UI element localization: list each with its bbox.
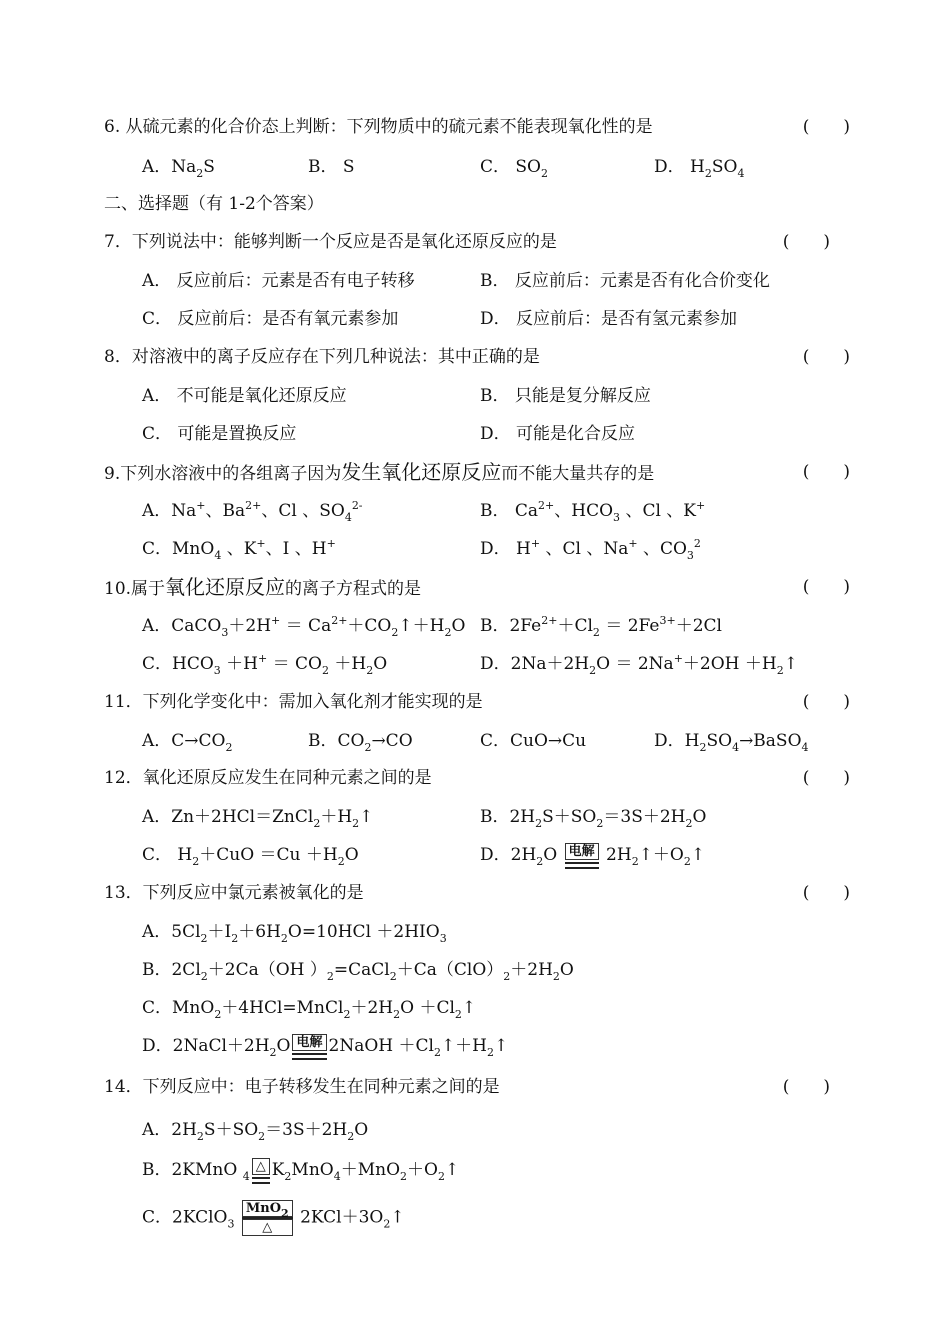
- option-a: A．Na+、$Ba^{2+}$、Cl 、$SO_4^{2-}$: [142, 499, 363, 524]
- option-b: B．$CO_2\to CO$: [308, 731, 413, 754]
- option-d: D． 反应前后：是否有氢元素参加: [480, 309, 738, 329]
- question-7-options-cd: [142, 305, 850, 333]
- answer-blank: ( ): [802, 462, 850, 482]
- question-14-option-a: A．$2H_2S+SO_2=3S+2H_2O$: [142, 1120, 369, 1143]
- answer-blank: ( ): [782, 1077, 830, 1097]
- option-b: B． 反应前后：元素是否有化合价变化: [480, 271, 770, 291]
- question-13-option-b: B．$2Cl_2+2Ca(OH$ ）$_2=CaCl_2+Ca(ClO)_2+2H_2O$: [142, 960, 574, 983]
- option-c: C．$HCO_3 +H^+ = CO_2 +H_2O$: [142, 652, 388, 677]
- electrolysis-condition: 电解: [292, 1034, 326, 1060]
- option-d: D． 可能是化合反应: [480, 424, 636, 444]
- question-10-options-ab: [142, 612, 850, 640]
- option-d: D． H+ 、Cl 、Na+ 、$CO_3^2$: [480, 537, 701, 562]
- option-b: B．$2Fe^{2+}+Cl_2 = 2Fe^{3+}+2Cl$: [480, 614, 722, 639]
- question-13-option-d: D．$2NaCl+2H_2O$ 电解 2NaOH $+Cl_2↑+H_2↑$: [142, 1034, 509, 1059]
- option-d: D． $H_2SO_4$: [654, 157, 745, 180]
- option-a: A．$C\to CO_2$: [142, 731, 233, 754]
- question-6-options: [142, 153, 850, 181]
- question-6: [104, 113, 850, 141]
- question-9: 9.下列水溶液中的各组离子因为发生氧化还原反应而不能大量共存的是 ( ): [104, 460, 850, 484]
- catalyst-heat-condition: MnO$_2$ △: [242, 1200, 293, 1236]
- question-10-options-cd: [142, 650, 850, 678]
- answer-blank: ( ): [802, 883, 850, 903]
- option-d: D．$H_2SO_4\to BaSO_4$: [654, 731, 809, 754]
- option-b: B． S: [308, 157, 355, 177]
- question-14-option-b: B．2KMnO $_4$ △ $K_2MnO_4+MnO_2+O_2↑$: [142, 1158, 460, 1183]
- electrolysis-condition: 电解: [565, 843, 599, 869]
- option-d: D．$2H_2O$ 电解 $2H_2↑+O_2↑$: [480, 843, 706, 868]
- answer-blank: ( ): [802, 768, 850, 788]
- option-d: D．$2Na+2H_2O = 2Na^++2OH$ $+H_2↑$: [480, 652, 798, 677]
- question-7: [104, 228, 850, 256]
- heat-condition: △: [252, 1158, 270, 1184]
- answer-blank: ( ): [802, 347, 850, 367]
- question-11: [104, 688, 850, 716]
- option-a: A． 反应前后：元素是否有电子转移: [142, 271, 415, 291]
- question-13-option-a: A．$5Cl_2+I_2+6H_2O=10HCl +2HIO_3$: [142, 922, 447, 945]
- question-6-text: 6. 从硫元素的化合价态上判断：下列物质中的硫元素不能表现氧化性的是: [104, 117, 653, 137]
- answer-blank: ( ): [802, 577, 850, 597]
- question-7-text: 7．下列说法中：能够判断一个反应是否是氧化还原反应的是: [104, 232, 557, 252]
- option-b: B．$2H_2S+SO_2=3S+2H_2O$: [480, 807, 707, 830]
- question-14: [104, 1073, 850, 1101]
- option-c: C．MnO$_4$ 、K+、I 、H+: [142, 537, 336, 562]
- answer-blank: ( ): [802, 692, 850, 712]
- question-9-options-ab: [142, 497, 850, 525]
- option-b: B． 只能是复分解反应: [480, 386, 651, 406]
- option-c: C． 反应前后：是否有氧元素参加: [142, 309, 399, 329]
- question-9-options-cd: [142, 535, 850, 563]
- question-10: 10.属于氧化还原反应的离子方程式的是 ( ): [104, 575, 850, 599]
- question-8-options-cd: [142, 420, 850, 448]
- option-c: C． 可能是置换反应: [142, 424, 297, 444]
- option-a: A． 不可能是氧化还原反应: [142, 386, 347, 406]
- question-12-text: 12．氧化还原反应发生在同种元素之间的是: [104, 768, 432, 788]
- question-12-options-ab: [142, 803, 850, 831]
- option-b: B． $Ca^{2+}$、$HCO_3$ 、Cl 、K+: [480, 499, 706, 524]
- answer-blank: ( ): [782, 232, 830, 252]
- question-8-text: 8．对溶液中的离子反应存在下列几种说法：其中正确的是: [104, 347, 540, 367]
- option-c: C． $SO_2$: [480, 157, 548, 180]
- question-12-options-cd: [142, 841, 850, 869]
- option-a: A．$Na_2S$: [142, 157, 215, 180]
- option-a: A．CaCO$_3$＋2H+ ＝ $Ca^{2+}+CO_2↑+H_2O$: [142, 614, 466, 639]
- option-a: A．$Zn+2HCl=ZnCl_2+H_2↑$: [142, 807, 374, 830]
- question-12: [104, 764, 850, 792]
- question-13-text: 13．下列反应中氯元素被氧化的是: [104, 883, 364, 903]
- option-c: C．CuO→Cu: [480, 731, 587, 751]
- question-8-options-ab: [142, 382, 850, 410]
- question-11-text: 11．下列化学变化中：需加入氧化剂才能实现的是: [104, 692, 483, 712]
- question-14-option-c: C．2KClO$_3$ MnO$_2$ △ $2KCl+3O_2↑$: [142, 1201, 405, 1235]
- question-13: [104, 879, 850, 907]
- question-14-text: 14．下列反应中：电子转移发生在同种元素之间的是: [104, 1077, 500, 1097]
- option-c: C． $H_2+CuO =Cu +H_2O$: [142, 845, 359, 868]
- question-13-option-c: C．$MnO_2+4HCl=MnCl_2+2H_2O$ $+Cl_2↑$: [142, 998, 477, 1021]
- question-11-options: [142, 727, 850, 755]
- question-7-options-ab: [142, 267, 850, 295]
- answer-blank: ( ): [802, 117, 850, 137]
- question-8: [104, 343, 850, 371]
- section-heading: 二、选择题（有 1-2个答案）: [104, 194, 324, 214]
